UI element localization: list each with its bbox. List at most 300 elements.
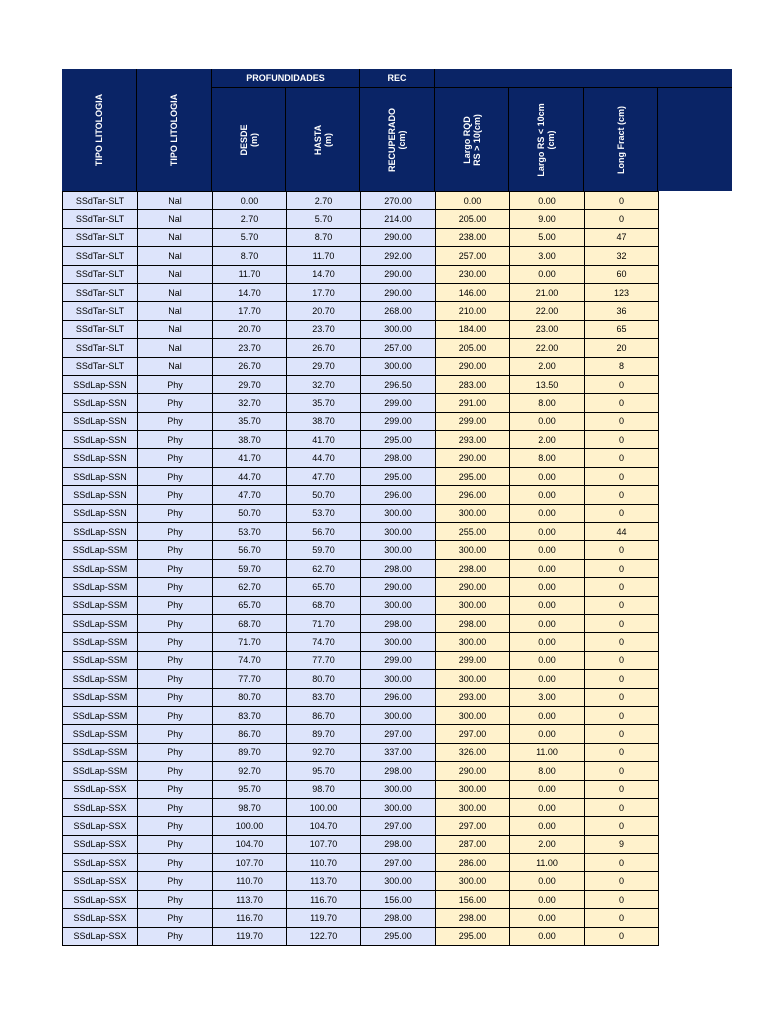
header-largo-rqd: Largo RQD RS > 10(cm) <box>435 88 509 191</box>
cell-desde: 98.70 <box>213 798 287 816</box>
cell-desde: 71.70 <box>213 633 287 651</box>
header-recuperado: RECUPERADO (cm) <box>360 88 435 191</box>
header-tipo-litologia-2: TIPO LITOLOGIA <box>137 69 212 191</box>
cell-recuperado: 299.00 <box>361 412 436 430</box>
cell-largo-rqd: 205.00 <box>436 210 510 228</box>
cell-largo-rs: 0.00 <box>510 523 585 541</box>
table-row <box>63 559 659 577</box>
table-row <box>63 320 659 338</box>
cell-tipo-litologia: SSdTar-SLT <box>63 228 138 246</box>
cell-hasta: 26.70 <box>287 339 361 357</box>
cell-recuperado: 300.00 <box>361 541 436 559</box>
cell-tipo-litologia: SSdLap-SSN <box>63 375 138 393</box>
cell-hasta: 71.70 <box>287 614 361 632</box>
cell-hasta: 2.70 <box>287 192 361 210</box>
cell-recuperado: 296.50 <box>361 375 436 393</box>
cell-hasta: 80.70 <box>287 670 361 688</box>
cell-largo-rqd: 300.00 <box>436 706 510 724</box>
cell-largo-rqd: 238.00 <box>436 228 510 246</box>
cell-tipo-litologia: SSdLap-SSN <box>63 412 138 430</box>
table-row <box>63 339 659 357</box>
cell-litologia-code: Phy <box>138 431 213 449</box>
cell-largo-rqd: 295.00 <box>436 467 510 485</box>
cell-tipo-litologia: SSdLap-SSM <box>63 578 138 596</box>
table-row <box>63 670 659 688</box>
cell-hasta: 29.70 <box>287 357 361 375</box>
cell-desde: 113.70 <box>213 890 287 908</box>
cell-tipo-litologia: SSdTar-SLT <box>63 210 138 228</box>
table-row <box>63 192 659 210</box>
cell-hasta: 8.70 <box>287 228 361 246</box>
cell-largo-rqd: 300.00 <box>436 798 510 816</box>
cell-litologia-code: Phy <box>138 578 213 596</box>
cell-largo-rs: 22.00 <box>510 339 585 357</box>
cell-recuperado: 300.00 <box>361 706 436 724</box>
cell-long-fract: 0 <box>585 743 659 761</box>
table-row <box>63 762 659 780</box>
cell-litologia-code: Phy <box>138 633 213 651</box>
cell-desde: 47.70 <box>213 486 287 504</box>
cell-largo-rqd: 283.00 <box>436 375 510 393</box>
cell-desde: 107.70 <box>213 854 287 872</box>
cell-tipo-litologia: SSdLap-SSN <box>63 431 138 449</box>
cell-long-fract: 44 <box>585 523 659 541</box>
table-row <box>63 596 659 614</box>
cell-tipo-litologia: SSdLap-SSM <box>63 541 138 559</box>
cell-largo-rqd: 146.00 <box>436 283 510 301</box>
cell-largo-rs: 0.00 <box>510 192 585 210</box>
cell-largo-rs: 3.00 <box>510 688 585 706</box>
cell-recuperado: 290.00 <box>361 578 436 596</box>
cell-recuperado: 298.00 <box>361 762 436 780</box>
cell-long-fract: 65 <box>585 320 659 338</box>
cell-tipo-litologia: SSdLap-SSX <box>63 817 138 835</box>
cell-desde: 80.70 <box>213 688 287 706</box>
cell-largo-rs: 8.00 <box>510 762 585 780</box>
cell-long-fract: 0 <box>585 670 659 688</box>
cell-largo-rqd: 290.00 <box>436 762 510 780</box>
cell-litologia-code: Phy <box>138 670 213 688</box>
cell-desde: 77.70 <box>213 670 287 688</box>
cell-largo-rqd: 286.00 <box>436 854 510 872</box>
cell-tipo-litologia: SSdLap-SSX <box>63 780 138 798</box>
cell-largo-rs: 0.00 <box>510 909 585 927</box>
cell-largo-rs: 2.00 <box>510 357 585 375</box>
cell-largo-rs: 22.00 <box>510 302 585 320</box>
table-row <box>63 394 659 412</box>
cell-largo-rqd: 293.00 <box>436 431 510 449</box>
cell-recuperado: 295.00 <box>361 927 436 945</box>
cell-tipo-litologia: SSdLap-SSX <box>63 835 138 853</box>
cell-tipo-litologia: SSdLap-SSX <box>63 798 138 816</box>
cell-desde: 104.70 <box>213 835 287 853</box>
cell-largo-rs: 0.00 <box>510 725 585 743</box>
cell-hasta: 122.70 <box>287 927 361 945</box>
cell-litologia-code: Phy <box>138 854 213 872</box>
table-row <box>63 265 659 283</box>
cell-largo-rs: 0.00 <box>510 467 585 485</box>
cell-recuperado: 295.00 <box>361 467 436 485</box>
header-largo-rs: Largo RS < 10cm (cm) <box>509 88 584 191</box>
cell-long-fract: 0 <box>585 541 659 559</box>
cell-long-fract: 0 <box>585 559 659 577</box>
cell-desde: 0.00 <box>213 192 287 210</box>
cell-hasta: 32.70 <box>287 375 361 393</box>
table-row <box>63 743 659 761</box>
cell-tipo-litologia: SSdLap-SSM <box>63 762 138 780</box>
cell-desde: 14.70 <box>213 283 287 301</box>
cell-largo-rqd: 290.00 <box>436 357 510 375</box>
cell-long-fract: 123 <box>585 283 659 301</box>
cell-largo-rs: 0.00 <box>510 927 585 945</box>
cell-long-fract: 0 <box>585 449 659 467</box>
cell-largo-rqd: 299.00 <box>436 412 510 430</box>
cell-largo-rs: 0.00 <box>510 596 585 614</box>
cell-largo-rs: 0.00 <box>510 890 585 908</box>
cell-litologia-code: Phy <box>138 706 213 724</box>
cell-hasta: 113.70 <box>287 872 361 890</box>
cell-largo-rqd: 298.00 <box>436 909 510 927</box>
cell-long-fract: 0 <box>585 375 659 393</box>
cell-largo-rqd: 296.00 <box>436 486 510 504</box>
table-row <box>63 725 659 743</box>
table-row <box>63 651 659 669</box>
table-row <box>63 872 659 890</box>
table-row <box>63 412 659 430</box>
cell-largo-rqd: 300.00 <box>436 670 510 688</box>
cell-largo-rqd: 0.00 <box>436 192 510 210</box>
cell-litologia-code: Phy <box>138 835 213 853</box>
cell-tipo-litologia: SSdLap-SSM <box>63 743 138 761</box>
cell-largo-rs: 3.00 <box>510 247 585 265</box>
table-row <box>63 504 659 522</box>
cell-long-fract: 0 <box>585 394 659 412</box>
table-row <box>63 283 659 301</box>
cell-tipo-litologia: SSdTar-SLT <box>63 283 138 301</box>
cell-litologia-code: Nal <box>138 265 213 283</box>
cell-largo-rqd: 156.00 <box>436 890 510 908</box>
table-row <box>63 798 659 816</box>
cell-largo-rs: 0.00 <box>510 504 585 522</box>
cell-hasta: 41.70 <box>287 431 361 449</box>
cell-hasta: 116.70 <box>287 890 361 908</box>
cell-largo-rs: 0.00 <box>510 541 585 559</box>
cell-tipo-litologia: SSdLap-SSM <box>63 706 138 724</box>
cell-recuperado: 296.00 <box>361 486 436 504</box>
cell-tipo-litologia: SSdLap-SSX <box>63 890 138 908</box>
cell-hasta: 35.70 <box>287 394 361 412</box>
cell-recuperado: 257.00 <box>361 339 436 357</box>
cell-largo-rqd: 298.00 <box>436 614 510 632</box>
cell-largo-rs: 21.00 <box>510 283 585 301</box>
table-row <box>63 614 659 632</box>
cell-litologia-code: Phy <box>138 651 213 669</box>
cell-hasta: 47.70 <box>287 467 361 485</box>
cell-litologia-code: Nal <box>138 228 213 246</box>
cell-largo-rqd: 255.00 <box>436 523 510 541</box>
cell-recuperado: 290.00 <box>361 228 436 246</box>
cell-largo-rqd: 290.00 <box>436 578 510 596</box>
cell-recuperado: 297.00 <box>361 854 436 872</box>
cell-largo-rs: 0.00 <box>510 670 585 688</box>
cell-hasta: 44.70 <box>287 449 361 467</box>
cell-desde: 38.70 <box>213 431 287 449</box>
cell-tipo-litologia: SSdLap-SSX <box>63 872 138 890</box>
cell-largo-rs: 0.00 <box>510 614 585 632</box>
cell-hasta: 110.70 <box>287 854 361 872</box>
cell-litologia-code: Phy <box>138 780 213 798</box>
cell-desde: 92.70 <box>213 762 287 780</box>
table-row <box>63 780 659 798</box>
cell-recuperado: 270.00 <box>361 192 436 210</box>
cell-largo-rs: 0.00 <box>510 780 585 798</box>
cell-hasta: 68.70 <box>287 596 361 614</box>
cell-tipo-litologia: SSdLap-SSX <box>63 927 138 945</box>
cell-recuperado: 298.00 <box>361 559 436 577</box>
cell-desde: 100.00 <box>213 817 287 835</box>
cell-recuperado: 300.00 <box>361 596 436 614</box>
cell-litologia-code: Phy <box>138 725 213 743</box>
cell-tipo-litologia: SSdTar-SLT <box>63 247 138 265</box>
cell-largo-rqd: 295.00 <box>436 927 510 945</box>
cell-tipo-litologia: SSdLap-SSM <box>63 559 138 577</box>
cell-tipo-litologia: SSdLap-SSN <box>63 467 138 485</box>
cell-litologia-code: Phy <box>138 541 213 559</box>
cell-tipo-litologia: SSdLap-SSX <box>63 854 138 872</box>
cell-recuperado: 298.00 <box>361 909 436 927</box>
cell-litologia-code: Phy <box>138 375 213 393</box>
cell-hasta: 74.70 <box>287 633 361 651</box>
cell-litologia-code: Phy <box>138 762 213 780</box>
cell-tipo-litologia: SSdTar-SLT <box>63 302 138 320</box>
cell-litologia-code: Phy <box>138 614 213 632</box>
cell-litologia-code: Nal <box>138 339 213 357</box>
cell-recuperado: 297.00 <box>361 725 436 743</box>
cell-largo-rs: 2.00 <box>510 835 585 853</box>
cell-hasta: 92.70 <box>287 743 361 761</box>
cell-litologia-code: Phy <box>138 927 213 945</box>
cell-desde: 20.70 <box>213 320 287 338</box>
cell-recuperado: 300.00 <box>361 780 436 798</box>
cell-largo-rqd: 293.00 <box>436 688 510 706</box>
cell-recuperado: 268.00 <box>361 302 436 320</box>
cell-hasta: 23.70 <box>287 320 361 338</box>
cell-tipo-litologia: SSdLap-SSM <box>63 670 138 688</box>
cell-hasta: 100.00 <box>287 798 361 816</box>
cell-largo-rqd: 300.00 <box>436 633 510 651</box>
cell-recuperado: 214.00 <box>361 210 436 228</box>
cell-hasta: 107.70 <box>287 835 361 853</box>
cell-long-fract: 0 <box>585 798 659 816</box>
cell-hasta: 98.70 <box>287 780 361 798</box>
cell-recuperado: 299.00 <box>361 651 436 669</box>
cell-litologia-code: Phy <box>138 559 213 577</box>
cell-largo-rs: 8.00 <box>510 449 585 467</box>
cell-largo-rs: 0.00 <box>510 578 585 596</box>
cell-recuperado: 300.00 <box>361 798 436 816</box>
cell-long-fract: 0 <box>585 872 659 890</box>
cell-long-fract: 0 <box>585 504 659 522</box>
cell-largo-rs: 11.00 <box>510 743 585 761</box>
cell-long-fract: 0 <box>585 780 659 798</box>
cell-recuperado: 300.00 <box>361 504 436 522</box>
cell-hasta: 38.70 <box>287 412 361 430</box>
cell-hasta: 14.70 <box>287 265 361 283</box>
cell-long-fract: 0 <box>585 412 659 430</box>
cell-tipo-litologia: SSdLap-SSN <box>63 394 138 412</box>
cell-hasta: 17.70 <box>287 283 361 301</box>
cell-desde: 17.70 <box>213 302 287 320</box>
cell-desde: 116.70 <box>213 909 287 927</box>
cell-tipo-litologia: SSdLap-SSN <box>63 523 138 541</box>
cell-long-fract: 32 <box>585 247 659 265</box>
cell-long-fract: 0 <box>585 486 659 504</box>
cell-largo-rqd: 184.00 <box>436 320 510 338</box>
cell-litologia-code: Phy <box>138 817 213 835</box>
table-row <box>63 909 659 927</box>
cell-tipo-litologia: SSdLap-SSN <box>63 449 138 467</box>
table-row <box>63 890 659 908</box>
cell-litologia-code: Phy <box>138 412 213 430</box>
cell-largo-rs: 0.00 <box>510 706 585 724</box>
cell-largo-rs: 0.00 <box>510 872 585 890</box>
cell-hasta: 62.70 <box>287 559 361 577</box>
cell-desde: 62.70 <box>213 578 287 596</box>
cell-recuperado: 297.00 <box>361 817 436 835</box>
cell-desde: 44.70 <box>213 467 287 485</box>
cell-litologia-code: Phy <box>138 909 213 927</box>
table-row <box>63 247 659 265</box>
cell-litologia-code: Nal <box>138 247 213 265</box>
cell-long-fract: 0 <box>585 651 659 669</box>
cell-desde: 11.70 <box>213 265 287 283</box>
cell-recuperado: 300.00 <box>361 872 436 890</box>
cell-litologia-code: Phy <box>138 743 213 761</box>
cell-desde: 83.70 <box>213 706 287 724</box>
cell-hasta: 53.70 <box>287 504 361 522</box>
cell-litologia-code: Phy <box>138 523 213 541</box>
cell-largo-rs: 2.00 <box>510 431 585 449</box>
cell-litologia-code: Phy <box>138 890 213 908</box>
group-header-blank <box>435 69 732 88</box>
cell-hasta: 89.70 <box>287 725 361 743</box>
cell-long-fract: 0 <box>585 210 659 228</box>
cell-litologia-code: Phy <box>138 467 213 485</box>
cell-largo-rs: 13.50 <box>510 375 585 393</box>
table-row <box>63 817 659 835</box>
cell-desde: 29.70 <box>213 375 287 393</box>
cell-long-fract: 0 <box>585 909 659 927</box>
cell-litologia-code: Phy <box>138 596 213 614</box>
cell-recuperado: 292.00 <box>361 247 436 265</box>
group-header-rec: REC <box>360 69 435 88</box>
cell-hasta: 77.70 <box>287 651 361 669</box>
cell-desde: 41.70 <box>213 449 287 467</box>
cell-desde: 65.70 <box>213 596 287 614</box>
table-row <box>63 854 659 872</box>
cell-tipo-litologia: SSdLap-SSN <box>63 504 138 522</box>
table-row <box>63 706 659 724</box>
cell-largo-rqd: 326.00 <box>436 743 510 761</box>
cell-long-fract: 0 <box>585 633 659 651</box>
cell-recuperado: 300.00 <box>361 523 436 541</box>
cell-desde: 68.70 <box>213 614 287 632</box>
cell-largo-rs: 0.00 <box>510 817 585 835</box>
cell-long-fract: 8 <box>585 357 659 375</box>
cell-hasta: 59.70 <box>287 541 361 559</box>
table-row <box>63 523 659 541</box>
cell-largo-rs: 0.00 <box>510 559 585 577</box>
cell-long-fract: 0 <box>585 431 659 449</box>
cell-largo-rqd: 300.00 <box>436 541 510 559</box>
cell-hasta: 65.70 <box>287 578 361 596</box>
cell-largo-rqd: 210.00 <box>436 302 510 320</box>
table-row <box>63 357 659 375</box>
cell-long-fract: 0 <box>585 890 659 908</box>
cell-desde: 110.70 <box>213 872 287 890</box>
cell-long-fract: 0 <box>585 854 659 872</box>
cell-desde: 32.70 <box>213 394 287 412</box>
cell-recuperado: 290.00 <box>361 265 436 283</box>
cell-desde: 23.70 <box>213 339 287 357</box>
cell-long-fract: 9 <box>585 835 659 853</box>
cell-largo-rqd: 299.00 <box>436 651 510 669</box>
cell-tipo-litologia: SSdLap-SSM <box>63 688 138 706</box>
group-header-profundidades: PROFUNDIDADES <box>212 69 360 88</box>
cell-litologia-code: Nal <box>138 302 213 320</box>
cell-recuperado: 156.00 <box>361 890 436 908</box>
cell-long-fract: 0 <box>585 467 659 485</box>
cell-desde: 2.70 <box>213 210 287 228</box>
cell-largo-rqd: 297.00 <box>436 725 510 743</box>
core-log-sheet <box>62 69 732 946</box>
table-row <box>63 467 659 485</box>
cell-tipo-litologia: SSdLap-SSM <box>63 633 138 651</box>
cell-largo-rs: 11.00 <box>510 854 585 872</box>
cell-tipo-litologia: SSdLap-SSX <box>63 909 138 927</box>
cell-litologia-code: Phy <box>138 449 213 467</box>
cell-hasta: 95.70 <box>287 762 361 780</box>
cell-tipo-litologia: SSdTar-SLT <box>63 357 138 375</box>
table-row <box>63 486 659 504</box>
cell-hasta: 83.70 <box>287 688 361 706</box>
header-long-fract: Long Fract (cm) <box>584 88 658 191</box>
table-row <box>63 228 659 246</box>
cell-desde: 50.70 <box>213 504 287 522</box>
cell-recuperado: 300.00 <box>361 357 436 375</box>
cell-tipo-litologia: SSdTar-SLT <box>63 265 138 283</box>
cell-tipo-litologia: SSdTar-SLT <box>63 192 138 210</box>
cell-largo-rs: 8.00 <box>510 394 585 412</box>
cell-largo-rqd: 300.00 <box>436 780 510 798</box>
cell-hasta: 5.70 <box>287 210 361 228</box>
cell-largo-rqd: 257.00 <box>436 247 510 265</box>
table-body <box>63 192 659 946</box>
cell-tipo-litologia: SSdTar-SLT <box>63 320 138 338</box>
cell-desde: 59.70 <box>213 559 287 577</box>
cell-long-fract: 0 <box>585 706 659 724</box>
cell-tipo-litologia: SSdLap-SSN <box>63 486 138 504</box>
data-table <box>62 191 659 946</box>
cell-hasta: 86.70 <box>287 706 361 724</box>
cell-litologia-code: Nal <box>138 320 213 338</box>
cell-tipo-litologia: SSdLap-SSM <box>63 725 138 743</box>
cell-largo-rqd: 205.00 <box>436 339 510 357</box>
cell-desde: 35.70 <box>213 412 287 430</box>
cell-long-fract: 0 <box>585 578 659 596</box>
cell-recuperado: 337.00 <box>361 743 436 761</box>
cell-largo-rqd: 300.00 <box>436 596 510 614</box>
